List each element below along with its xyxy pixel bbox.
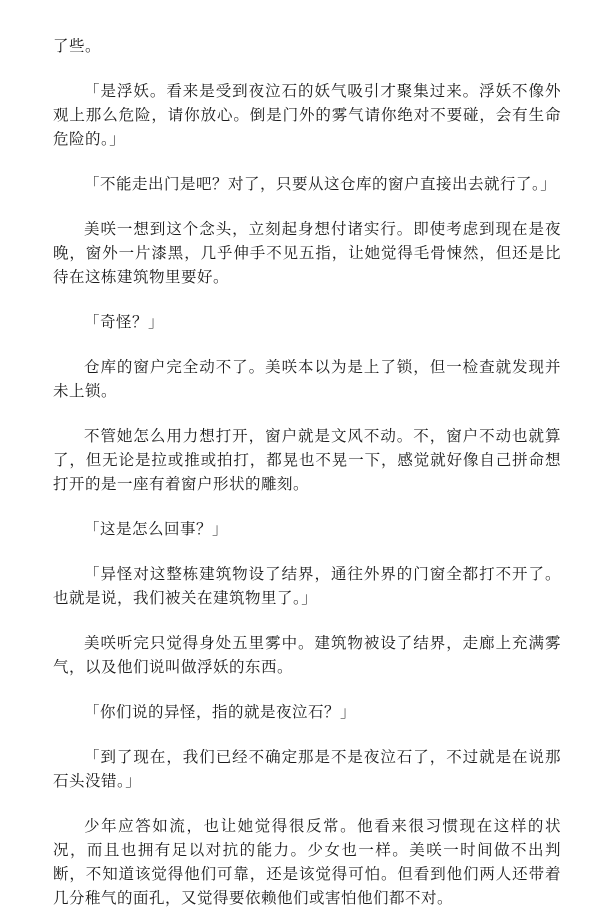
paragraph: 仓库的窗户完全动不了。美咲本以为是上了锁，但一检查就发现并未上锁。 — [53, 358, 561, 400]
paragraph: 了些。 — [53, 37, 102, 55]
paragraph: 「到了现在，我们已经不确定那是不是夜泣石了，不过就是在说那石头没错。」 — [53, 748, 561, 790]
paragraph: 少年应答如流，也让她觉得很反常。他看来很习惯现在这样的状况，而且也拥有足以对抗的能力。少女也一样。美咲一时间做不出判断，不知道该觉得他们可靠，还是该觉得可怕。但看到他们两人还带着几分稚气的面孔，又觉得要依赖他们或害怕他们都不对。 — [53, 817, 561, 907]
paragraph: 不管她怎么用力想打开，窗户就是文风不动。不，窗户不动也就算了，但无论是拉或推或拍打，都晃也不晃一下，感觉就好像自己拼命想打开的是一座有着窗户形状的雕刻。 — [53, 427, 561, 493]
paragraph: 美咲一想到这个念头，立刻起身想付诸实行。即使考虑到现在是夜晚，窗外一片漆黑，几乎伸手不见五指，让她觉得毛骨悚然，但还是比待在这栋建筑物里要好。 — [53, 220, 561, 286]
paragraph: 「你们说的异怪，指的就是夜泣石？」 — [84, 703, 357, 721]
paragraph: 「不能走出门是吧？对了，只要从这仓库的窗户直接出去就行了。」 — [84, 175, 557, 193]
paragraph: 「这是怎么回事？」 — [84, 520, 229, 538]
paragraph: 「奇怪？」 — [84, 313, 165, 331]
paragraph: 美咲听完只觉得身处五里雾中。建筑物被设了结界，走廊上充满雾气，以及他们说叫做浮妖的东西。 — [53, 634, 561, 676]
paragraph: 「是浮妖。看来是受到夜泣石的妖气吸引才聚集过来。浮妖不像外观上那么危险，请你放心。倒是门外的雾气请你绝对不要碰，会有生命危险的。」 — [53, 82, 561, 148]
paragraph: 「异怪对这整栋建筑物设了结界，通往外界的门窗全都打不开了。也就是说，我们被关在建筑物里了。」 — [53, 565, 561, 607]
